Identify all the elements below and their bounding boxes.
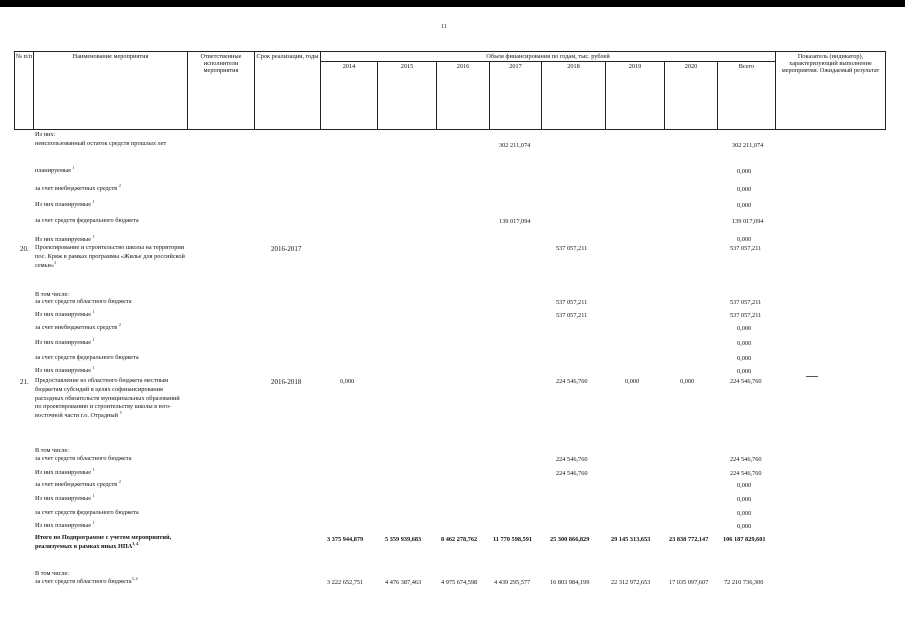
row-label: В том числе: xyxy=(35,570,70,577)
total-label: Итого по Подпрограмме с учетом мероприятий, реализуемых в рамках иных НПА$^{3, 4}$ xyxy=(35,534,172,550)
cell-2018: 537 057,211 xyxy=(556,312,588,319)
cell-total: 0,000 xyxy=(737,186,752,193)
cell-2018: 224 546,760 xyxy=(556,378,588,385)
header-name: Наименование мероприятия xyxy=(72,53,149,60)
stray-mark xyxy=(806,376,818,377)
cell-2017: 4 439 295,577 xyxy=(494,579,531,586)
row-label: за счет средств федерального бюджета xyxy=(35,509,139,516)
year-2017: 2017 xyxy=(509,63,522,70)
cell-2019: 22 312 972,653 xyxy=(611,579,651,586)
cell-2014: 0,000 xyxy=(340,378,355,385)
cell-total: 224 546,760 xyxy=(730,378,762,385)
row-label: за счет средств областного бюджета xyxy=(35,455,132,462)
year-2019: 2019 xyxy=(628,63,642,70)
row-label: за счет средств областного бюджета xyxy=(35,298,132,305)
row-label: Из них планируемые $^1$ xyxy=(35,364,95,374)
row-label: планируемые $^1$ xyxy=(35,164,75,174)
year-2015: 2015 xyxy=(400,63,414,70)
cell-total: 0,000 xyxy=(737,168,752,175)
cell-2016: 4 975 674,598 xyxy=(441,579,478,586)
cell-total: 0,000 xyxy=(737,340,752,347)
row-number: 20. xyxy=(20,245,29,253)
row-label: Из них: xyxy=(35,131,56,138)
top-border-bar xyxy=(0,0,905,7)
total-2015: 5 359 939,683 xyxy=(385,536,422,543)
row-label: Из них планируемые $^1$ xyxy=(35,198,95,208)
cell-total: 537 057,211 xyxy=(730,299,762,306)
row-label: за счет средств федерального бюджета xyxy=(35,217,139,224)
cell-total: 72 210 736,300 xyxy=(724,579,764,586)
cell-total: 0,000 xyxy=(737,236,752,243)
cell-2017: 139 017,094 xyxy=(499,218,531,225)
total-2014: 3 375 944,879 xyxy=(327,536,364,543)
total-2016: 8 462 278,762 xyxy=(441,536,478,543)
cell-2017: 302 211,074 xyxy=(499,142,531,149)
cell-total: 0,000 xyxy=(737,510,752,517)
cell-total: 302 211,074 xyxy=(732,142,764,149)
cell-total: 0,000 xyxy=(737,325,752,332)
row-label: за счет средств областного бюджета$^{3, 4}$ xyxy=(35,575,138,585)
total-2020: 23 838 772,147 xyxy=(669,536,709,543)
cell-total: 537 057,211 xyxy=(730,312,762,319)
cell-period: 2016-2017 xyxy=(271,245,302,253)
row-label: В том числе: xyxy=(35,447,70,454)
row-label: Из них планируемые $^1$ xyxy=(35,466,95,476)
row-label: Из них планируемые $^1$ xyxy=(35,308,95,318)
year-2014: 2014 xyxy=(342,63,356,70)
header-indicator: Показатель (индикатор), характеризующий выполнение мероприятия. Ожидаемый результат xyxy=(781,53,880,74)
row-label: Из них планируемые $^1$ xyxy=(35,233,95,243)
total-all: 106 187 829,601 xyxy=(723,536,766,543)
total-2018: 25 300 866,829 xyxy=(550,536,590,543)
year-2016: 2016 xyxy=(456,63,470,70)
cell-total: 0,000 xyxy=(737,355,752,362)
cell-total: 0,000 xyxy=(737,202,752,209)
header-responsible: Ответственные исполнители мероприятия xyxy=(200,53,242,74)
row-label: за счет внебюджетных средств $^2$ xyxy=(35,182,121,192)
cell-2020: 0,000 xyxy=(680,378,695,385)
cell-2014: 3 222 652,751 xyxy=(327,579,364,586)
row-label: Из них планируемые $^1$ xyxy=(35,336,95,346)
cell-total: 0,000 xyxy=(737,482,752,489)
row-number: 21. xyxy=(20,378,29,386)
header-period: Срок реализации, годы xyxy=(256,53,319,60)
cell-total: 139 017,094 xyxy=(732,218,764,225)
row-label: Из них планируемые $^1$ xyxy=(35,519,95,529)
row-label: за счет средств федерального бюджета xyxy=(35,354,139,361)
row-label: В том числе: xyxy=(35,291,70,298)
cell-2019: 0,000 xyxy=(625,378,640,385)
row-label: Предоставление из областного бюджета местным бюджетам субсидий в целях софинансирования расходных обязательств муниципальных образований по проектированию и строительству школы в юго-восточной части г.о. Отрадный $^5$ xyxy=(35,377,180,420)
row-label: за счет внебюджетных средств $^2$ xyxy=(35,321,121,331)
cell-2018: 537 057,211 xyxy=(556,245,588,252)
cell-total: 0,000 xyxy=(737,496,752,503)
year-2018: 2018 xyxy=(567,63,580,70)
row-label: неиспользованный остаток средств прошлых лет xyxy=(35,140,167,147)
cell-2018: 16 803 984,199 xyxy=(550,579,590,586)
cell-2018: 537 057,211 xyxy=(556,299,588,306)
year-total: Всего xyxy=(738,63,755,70)
cell-2018: 224 546,760 xyxy=(556,470,588,477)
cell-total: 224 546,760 xyxy=(730,470,762,477)
cell-2015: 4 476 387,463 xyxy=(385,579,422,586)
cell-2020: 17 035 097,607 xyxy=(669,579,709,586)
total-2017: 11 770 598,591 xyxy=(493,536,533,543)
cell-total: 0,000 xyxy=(737,368,752,375)
row-label: Проектирование и строительство школы на территории пос. Кряж в рамках программы «Жилье для российской семьи»$^3$ xyxy=(35,244,185,269)
total-2019: 29 145 313,653 xyxy=(611,536,651,543)
cell-total: 224 546,760 xyxy=(730,456,762,463)
row-label: Из них планируемые $^1$ xyxy=(35,492,95,502)
cell-total: 0,000 xyxy=(737,523,752,530)
header-funding: Объем финансирования по годам, тыс. рублей xyxy=(486,53,610,60)
cell-period: 2016-2018 xyxy=(271,378,302,386)
row-label: за счет внебюджетных средств $^2$ xyxy=(35,478,121,488)
page-number: 11 xyxy=(441,24,447,30)
cell-total: 537 057,211 xyxy=(730,245,762,252)
cell-2018: 224 546,760 xyxy=(556,456,588,463)
year-2020: 2020 xyxy=(684,63,698,70)
header-number: № п/п xyxy=(15,53,33,60)
